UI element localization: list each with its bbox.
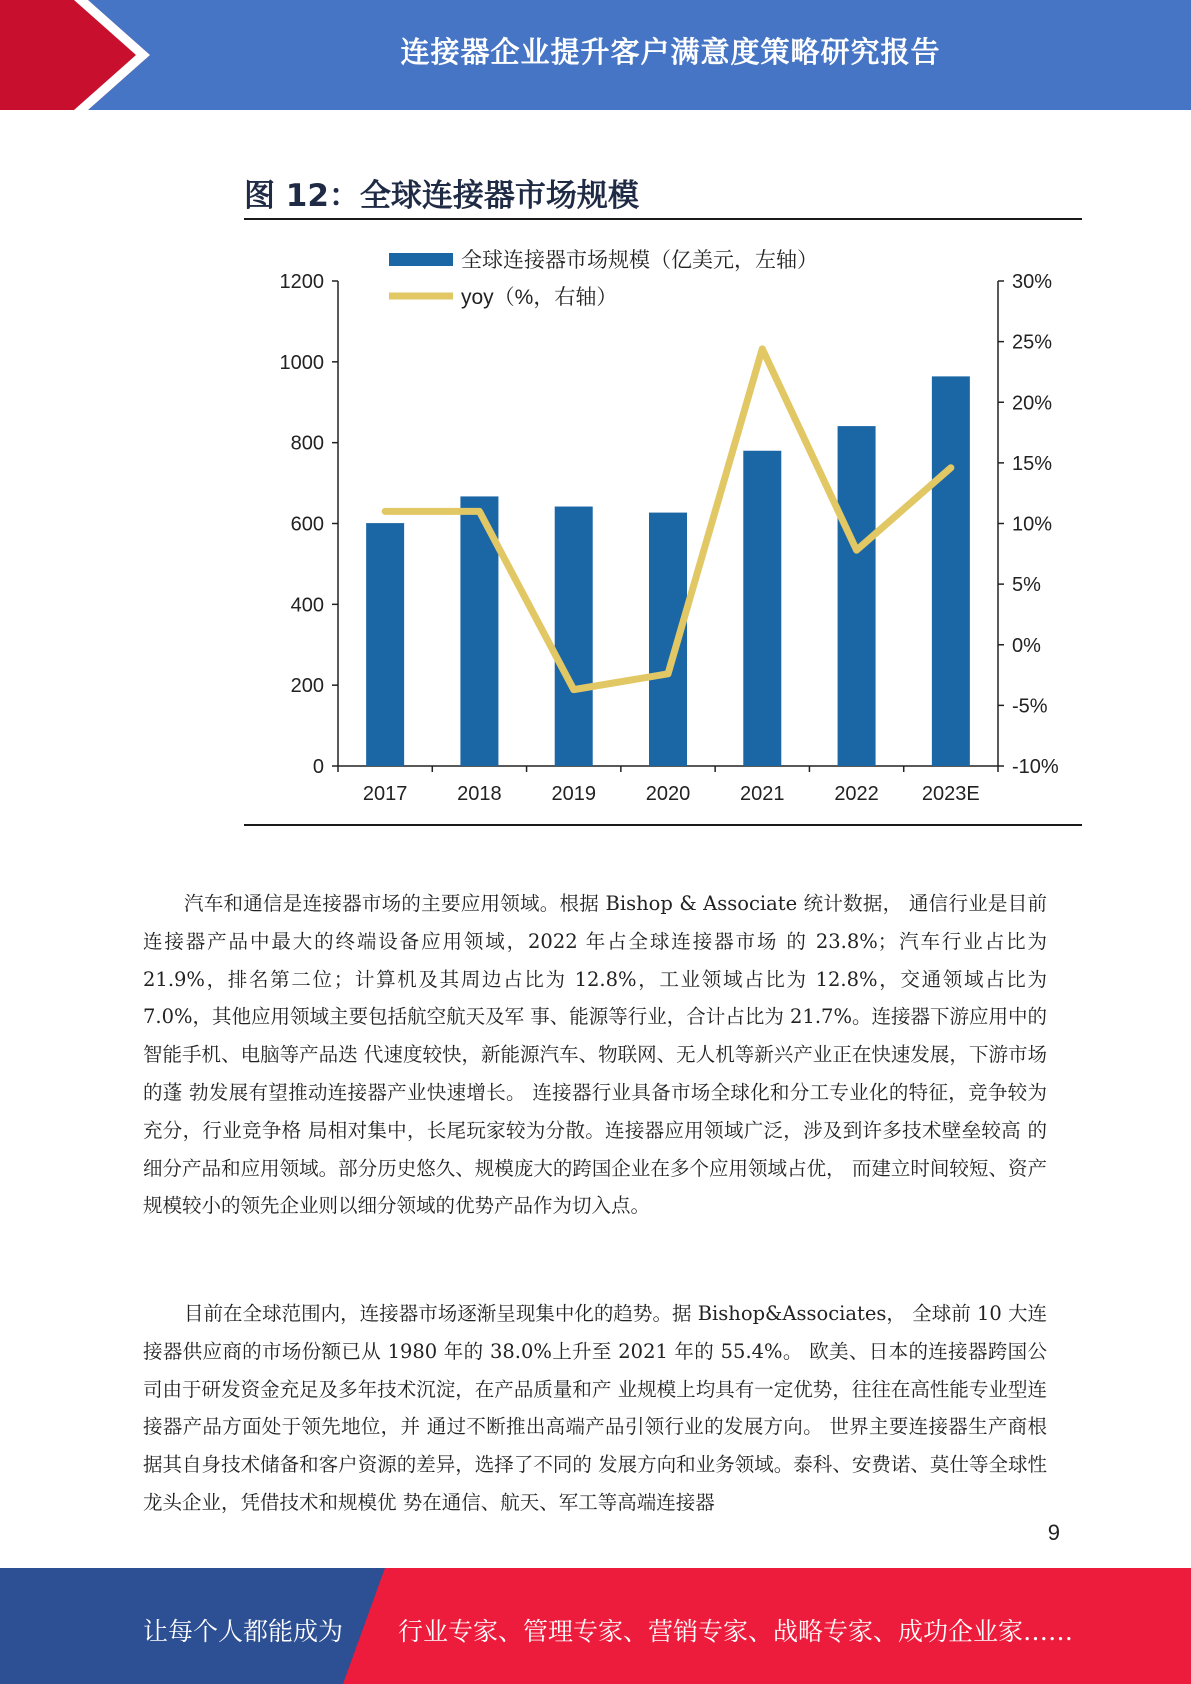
- right-tick-label: 30%: [1012, 271, 1053, 293]
- left-tick-label: 1200: [279, 271, 324, 293]
- x-tick-label: 2017: [362, 783, 408, 805]
- body-paragraph-2: 目前在全球范围内，连接器市场逐渐呈现集中化的趋势。据 Bishop&Associates， 全球前 10 大连接器供应商的市场份额已从 1980 年的 38.0%上升至 2021 年的 55.4%。 欧美、日本的连接器跨国公司由于研发资金充足及多年技术沉淀，在产品质量和产 业规模上均具有一定优势，往往在高性能专业型连接器产品方面处于领先地位，并 通过不断推出高端产品引领行业的发展方向。 世界主要连接器生产商根据其自身技术储备和客户资源的差异，选择了不同的 发展方向和业务领域。泰科、安费诺、莫仕等全球性龙头企业，凭借技术和规模优 势在通信、航天、军工等高端连接器: [143, 1302, 1047, 1514]
- right-tick-label: 25%: [1012, 331, 1053, 354]
- legend-bar-label: 全球连接器市场规模（亿美元，左轴）: [461, 249, 818, 272]
- chart-bars: [366, 376, 970, 766]
- x-tick-label: 2023E: [921, 783, 980, 805]
- market-size-bar: [932, 376, 970, 766]
- x-tick-label: 2019: [551, 783, 596, 805]
- left-tick-label: 0: [312, 756, 324, 778]
- right-tick-label: -5%: [1012, 695, 1048, 718]
- page-number: 9: [1047, 1520, 1060, 1545]
- right-tick-label: 10%: [1012, 513, 1053, 536]
- legend-line-label: yoy（%，右轴）: [461, 286, 618, 309]
- legend-bar-swatch: [389, 253, 453, 266]
- right-tick-label: 20%: [1012, 392, 1053, 415]
- x-tick-label: 2018: [457, 783, 502, 805]
- x-tick-label: 2022: [834, 783, 879, 805]
- header-chevron-icon: [0, 0, 150, 110]
- chart-legend: [389, 249, 818, 310]
- footer-slogan-left: 让每个人都能成为: [143, 1617, 344, 1646]
- x-tick-label: 2021: [740, 783, 785, 805]
- left-tick-label: 800: [290, 432, 324, 455]
- body-paragraph-1: 汽车和通信是连接器市场的主要应用领域。根据 Bishop & Associate 统计数据， 通信行业是目前连接器产品中最大的终端设备应用领域，2022 年占全球连接器市场 的 23.8%；汽车行业占比为 21.9%，排名第二位；计算机及其周边占比为 12.8%，工业领域占比为 12.8%，交通领域占比为 7.0%，其他应用领域主要包括航空航天及军 事、能源等行业，合计占比为 21.7%。连接器下游应用中的智能手机、电脑等产品迭 代速度较快，新能源汽车、物联网、无人机等新兴产业正在快速发展，下游市场的蓬 勃发展有望推动连接器产业快速增长。 连接器行业具备市场全球化和分工专业化的特征，竞争较为充分，行业竞争格 局相对集中，长尾玩家较为分散。连接器应用领域广泛，涉及到许多技术壁垒较高 的细分产品和应用领域。部分历史悠久、规模庞大的跨国企业在多个应用领域占优， 而建立时间较短、资产规模较小的领先企业则以细分领域的优势产品作为切入点。: [143, 892, 1047, 1218]
- market-size-bar: [366, 523, 404, 766]
- left-tick-label: 1000: [279, 351, 324, 374]
- left-tick-label: 200: [290, 675, 324, 698]
- right-tick-label: -10%: [1012, 756, 1059, 778]
- left-tick-label: 600: [290, 513, 324, 536]
- page-footer: [0, 1568, 1191, 1684]
- figure-caption: 图 12：全球连接器市场规模: [244, 178, 639, 214]
- figure-top-rule: [244, 218, 1082, 220]
- market-size-chart: [244, 222, 1082, 822]
- x-tick-label: 2020: [645, 783, 691, 805]
- market-size-bar: [555, 507, 593, 766]
- figure-bottom-rule: [244, 824, 1082, 826]
- right-tick-label: 5%: [1012, 574, 1041, 597]
- right-tick-label: 15%: [1012, 452, 1053, 475]
- right-tick-label: 0%: [1012, 634, 1041, 657]
- market-size-bar: [743, 451, 781, 766]
- page-header: [0, 0, 1191, 110]
- market-size-bar: [838, 426, 876, 766]
- left-tick-label: 400: [290, 594, 324, 617]
- report-title: 连接器企业提升客户满意度策略研究报告: [400, 35, 941, 69]
- footer-slogan-right: 行业专家、管理专家、营销专家、战略专家、成功企业家……: [398, 1617, 1074, 1646]
